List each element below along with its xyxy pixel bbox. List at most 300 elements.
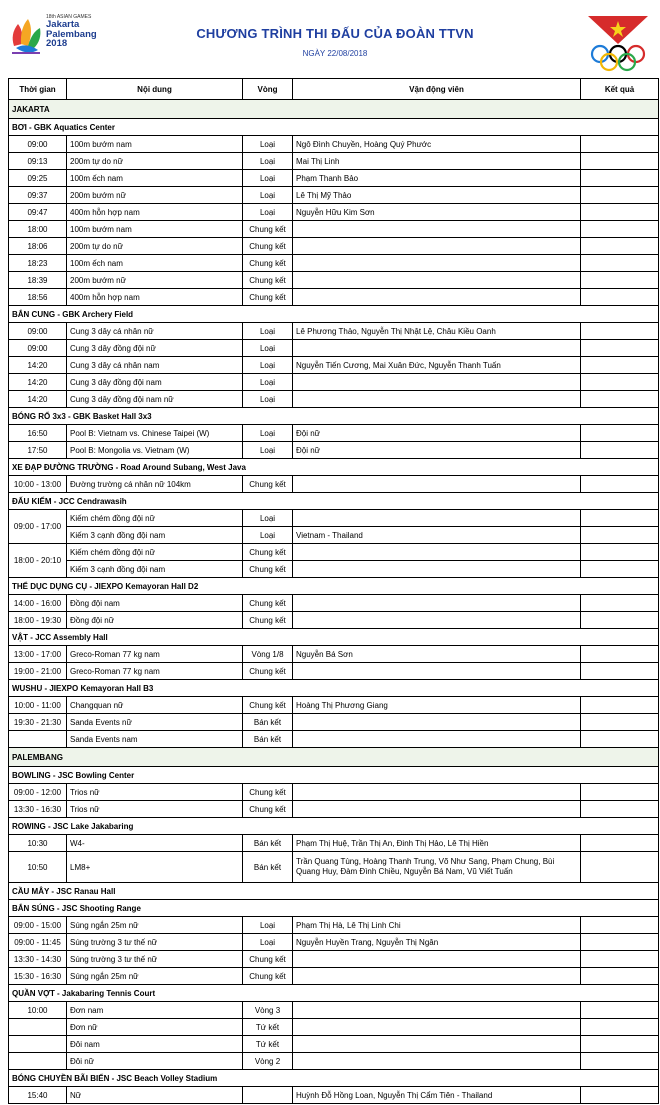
athletes-cell bbox=[293, 238, 581, 255]
athletes-cell: Đội nữ bbox=[293, 442, 581, 459]
result-cell bbox=[581, 731, 659, 748]
venue-title: XE ĐẠP ĐƯỜNG TRƯỜNG - Road Around Subang, West Java bbox=[9, 459, 659, 476]
logo-line-1: Jakarta bbox=[46, 19, 80, 30]
logo-line-2: Palembang bbox=[46, 28, 97, 40]
table-row bbox=[9, 170, 659, 187]
time-cell: 15:40 bbox=[9, 1087, 67, 1104]
round-cell: Chung kết bbox=[243, 221, 293, 238]
time-cell: 15:30 - 16:30 bbox=[9, 968, 67, 985]
round-cell: Loại bbox=[243, 374, 293, 391]
result-cell bbox=[581, 255, 659, 272]
round-cell: Chung kết bbox=[243, 663, 293, 680]
table-row bbox=[9, 1019, 659, 1036]
time-cell: 10:00 bbox=[9, 1002, 67, 1019]
time-cell: 18:39 bbox=[9, 272, 67, 289]
content-cell: Pool B: Mongolia vs. Vietnam (W) bbox=[67, 442, 243, 459]
content-cell: 200m tự do nữ bbox=[67, 238, 243, 255]
time-cell bbox=[9, 1019, 67, 1036]
table-row bbox=[9, 852, 659, 883]
time-cell: 09:13 bbox=[9, 153, 67, 170]
round-cell: Chung kết bbox=[243, 289, 293, 306]
venue-row bbox=[9, 680, 659, 697]
table-row bbox=[9, 968, 659, 985]
venue-title: BƠI - GBK Aquatics Center bbox=[9, 119, 659, 136]
result-cell bbox=[581, 835, 659, 852]
athletes-cell: Lê Phương Thảo, Nguyễn Thị Nhật Lệ, Châu Kiều Oanh bbox=[293, 323, 581, 340]
table-row bbox=[9, 1053, 659, 1070]
content-cell: Đôi nữ bbox=[67, 1053, 243, 1070]
content-cell: W4- bbox=[67, 835, 243, 852]
time-cell bbox=[9, 1053, 67, 1070]
time-cell: 09:00 - 12:00 bbox=[9, 784, 67, 801]
athletes-cell: Lê Thị Mỹ Thảo bbox=[293, 187, 581, 204]
content-cell: 100m bướm nam bbox=[67, 221, 243, 238]
content-cell: 200m tự do nữ bbox=[67, 153, 243, 170]
content-cell: Cung 3 dây đồng đội nam bbox=[67, 374, 243, 391]
content-cell: Kiếm 3 cạnh đồng đội nam bbox=[67, 561, 243, 578]
result-cell bbox=[581, 391, 659, 408]
content-cell: Kiếm 3 cạnh đồng đội nam bbox=[67, 527, 243, 544]
content-cell: Cung 3 dây cá nhân nam bbox=[67, 357, 243, 374]
athletes-cell: Ngô Đình Chuyền, Hoàng Quý Phước bbox=[293, 136, 581, 153]
time-cell: 13:30 - 16:30 bbox=[9, 801, 67, 818]
table-row bbox=[9, 934, 659, 951]
result-cell bbox=[581, 1002, 659, 1019]
time-cell: 09:00 bbox=[9, 323, 67, 340]
result-cell bbox=[581, 323, 659, 340]
city-title: PALEMBANG bbox=[9, 748, 659, 767]
page-header bbox=[0, 0, 660, 74]
athletes-cell: Mai Thị Linh bbox=[293, 153, 581, 170]
content-cell: Súng ngắn 25m nữ bbox=[67, 968, 243, 985]
round-cell: Bán kết bbox=[243, 852, 293, 883]
table-row bbox=[9, 153, 659, 170]
round-cell: Chung kết bbox=[243, 595, 293, 612]
time-cell: 09:37 bbox=[9, 187, 67, 204]
table-row bbox=[9, 951, 659, 968]
column-header-content: Nội dung bbox=[67, 79, 243, 100]
table-row bbox=[9, 561, 659, 578]
venue-title: THỂ DỤC DỤNG CỤ - JIEXPO Kemayoran Hall D2 bbox=[9, 578, 659, 595]
athletes-cell bbox=[293, 289, 581, 306]
time-cell: 18:00 - 19:30 bbox=[9, 612, 67, 629]
venue-row bbox=[9, 459, 659, 476]
round-cell: Loại bbox=[243, 170, 293, 187]
round-cell: Loại bbox=[243, 527, 293, 544]
column-header-result: Kết quả bbox=[581, 79, 659, 100]
content-cell: Changquan nữ bbox=[67, 697, 243, 714]
table-row bbox=[9, 714, 659, 731]
round-cell: Chung kết bbox=[243, 561, 293, 578]
result-cell bbox=[581, 595, 659, 612]
result-cell bbox=[581, 784, 659, 801]
time-cell: 09:00 - 11:45 bbox=[9, 934, 67, 951]
venue-title: BÓNG RỔ 3x3 - GBK Basket Hall 3x3 bbox=[9, 408, 659, 425]
round-cell: Bán kết bbox=[243, 731, 293, 748]
round-cell: Loại bbox=[243, 442, 293, 459]
content-cell: Greco-Roman 77 kg nam bbox=[67, 646, 243, 663]
city-row bbox=[9, 100, 659, 119]
round-cell: Loại bbox=[243, 391, 293, 408]
result-cell bbox=[581, 136, 659, 153]
table-row bbox=[9, 527, 659, 544]
round-cell: Loại bbox=[243, 136, 293, 153]
page-title: CHƯƠNG TRÌNH THI ĐẤU CỦA ĐOÀN TTVN bbox=[196, 26, 474, 41]
time-cell: 18:56 bbox=[9, 289, 67, 306]
result-cell bbox=[581, 697, 659, 714]
result-cell bbox=[581, 187, 659, 204]
athletes-cell bbox=[293, 714, 581, 731]
result-cell bbox=[581, 442, 659, 459]
round-cell: Tứ kết bbox=[243, 1036, 293, 1053]
athletes-cell bbox=[293, 1019, 581, 1036]
venue-title: ĐẤU KIẾM - JCC Cendrawasih bbox=[9, 493, 659, 510]
content-cell: Súng ngắn 25m nữ bbox=[67, 917, 243, 934]
venue-row bbox=[9, 306, 659, 323]
result-cell bbox=[581, 852, 659, 883]
result-cell bbox=[581, 221, 659, 238]
venue-title: BOWLING - JSC Bowling Center bbox=[9, 767, 659, 784]
athletes-cell bbox=[293, 221, 581, 238]
table-row bbox=[9, 835, 659, 852]
round-cell: Chung kết bbox=[243, 476, 293, 493]
round-cell: Chung kết bbox=[243, 612, 293, 629]
table-row bbox=[9, 442, 659, 459]
content-cell: 200m bướm nữ bbox=[67, 272, 243, 289]
athletes-cell bbox=[293, 612, 581, 629]
asian-games-emblem-icon bbox=[8, 16, 44, 58]
column-header-athletes: Vận động viên bbox=[293, 79, 581, 100]
table-row bbox=[9, 221, 659, 238]
content-cell: Sanda Events nữ bbox=[67, 714, 243, 731]
athletes-cell: Đội nữ bbox=[293, 425, 581, 442]
athletes-cell bbox=[293, 340, 581, 357]
table-row bbox=[9, 1002, 659, 1019]
result-cell bbox=[581, 663, 659, 680]
table-row bbox=[9, 731, 659, 748]
time-cell: 09:47 bbox=[9, 204, 67, 221]
table-row bbox=[9, 323, 659, 340]
round-cell: Loại bbox=[243, 187, 293, 204]
table-row bbox=[9, 784, 659, 801]
content-cell: Pool B: Vietnam vs. Chinese Taipei (W) bbox=[67, 425, 243, 442]
column-header-round: Vòng bbox=[243, 79, 293, 100]
table-row bbox=[9, 476, 659, 493]
content-cell: 100m bướm nam bbox=[67, 136, 243, 153]
athletes-cell bbox=[293, 391, 581, 408]
table-row bbox=[9, 374, 659, 391]
athletes-cell bbox=[293, 595, 581, 612]
content-cell: Cung 3 dây đồng đội nữ bbox=[67, 340, 243, 357]
venue-row bbox=[9, 1070, 659, 1087]
round-cell: Vòng 3 bbox=[243, 1002, 293, 1019]
schedule-table bbox=[8, 78, 659, 1104]
athletes-cell bbox=[293, 784, 581, 801]
table-row bbox=[9, 272, 659, 289]
result-cell bbox=[581, 917, 659, 934]
table-row bbox=[9, 595, 659, 612]
round-cell: Loại bbox=[243, 153, 293, 170]
venue-title: CẦU MÂY - JSC Ranau Hall bbox=[9, 883, 659, 900]
result-cell bbox=[581, 714, 659, 731]
round-cell: Loại bbox=[243, 425, 293, 442]
content-cell: Súng trường 3 tư thế nữ bbox=[67, 934, 243, 951]
athletes-cell bbox=[293, 1053, 581, 1070]
time-cell: 09:00 bbox=[9, 136, 67, 153]
table-row bbox=[9, 204, 659, 221]
result-cell bbox=[581, 1036, 659, 1053]
athletes-cell bbox=[293, 544, 581, 561]
venue-row bbox=[9, 119, 659, 136]
round-cell: Loại bbox=[243, 934, 293, 951]
table-row bbox=[9, 357, 659, 374]
table-row bbox=[9, 238, 659, 255]
time-cell: 09:00 bbox=[9, 340, 67, 357]
time-cell: 10:50 bbox=[9, 852, 67, 883]
time-cell: 17:50 bbox=[9, 442, 67, 459]
time-cell: 18:23 bbox=[9, 255, 67, 272]
time-cell: 18:06 bbox=[9, 238, 67, 255]
time-cell: 14:20 bbox=[9, 391, 67, 408]
content-cell: 400m hỗn hợp nam bbox=[67, 289, 243, 306]
content-cell: LM8+ bbox=[67, 852, 243, 883]
content-cell: Cung 3 dây đồng đội nam nữ bbox=[67, 391, 243, 408]
venue-row bbox=[9, 900, 659, 917]
round-cell: Loại bbox=[243, 357, 293, 374]
round-cell: Chung kết bbox=[243, 255, 293, 272]
table-row bbox=[9, 391, 659, 408]
athletes-cell bbox=[293, 510, 581, 527]
athletes-cell: Trần Quang Tùng, Hoàng Thanh Trung, Võ Như Sang, Phạm Chung, Bùi Quang Huy, Đàm Đình Chiều, Nguyễn Bá Nam, Vũ Viết Tuấn bbox=[293, 852, 581, 883]
content-cell: Đôi nam bbox=[67, 1036, 243, 1053]
time-cell: 10:30 bbox=[9, 835, 67, 852]
athletes-cell: Nguyễn Huyền Trang, Nguyễn Thị Ngân bbox=[293, 934, 581, 951]
time-cell: 19:00 - 21:00 bbox=[9, 663, 67, 680]
time-cell: 10:00 - 11:00 bbox=[9, 697, 67, 714]
venue-row bbox=[9, 578, 659, 595]
round-cell: Loại bbox=[243, 323, 293, 340]
time-cell: 19:30 - 21:30 bbox=[9, 714, 67, 731]
round-cell: Chung kết bbox=[243, 544, 293, 561]
time-cell: 10:00 - 13:00 bbox=[9, 476, 67, 493]
content-cell: Đồng đội nam bbox=[67, 595, 243, 612]
time-cell: 18:00 - 20:10 bbox=[9, 544, 67, 578]
time-cell: 13:00 - 17:00 bbox=[9, 646, 67, 663]
venue-title: VẬT - JCC Assembly Hall bbox=[9, 629, 659, 646]
table-row bbox=[9, 801, 659, 818]
content-cell: Đồng đội nữ bbox=[67, 612, 243, 629]
result-cell bbox=[581, 425, 659, 442]
result-cell bbox=[581, 1053, 659, 1070]
result-cell bbox=[581, 272, 659, 289]
venue-row bbox=[9, 408, 659, 425]
table-row bbox=[9, 136, 659, 153]
result-cell bbox=[581, 544, 659, 561]
round-cell: Loại bbox=[243, 510, 293, 527]
venue-title: QUẦN VỢT - Jakabaring Tennis Court bbox=[9, 985, 659, 1002]
result-cell bbox=[581, 1019, 659, 1036]
result-cell bbox=[581, 951, 659, 968]
content-cell: 100m ếch nam bbox=[67, 170, 243, 187]
result-cell bbox=[581, 357, 659, 374]
athletes-cell bbox=[293, 272, 581, 289]
result-cell bbox=[581, 510, 659, 527]
time-cell: 13:30 - 14:30 bbox=[9, 951, 67, 968]
venue-row bbox=[9, 818, 659, 835]
logo-line-0: 18th ASIAN GAMES bbox=[46, 14, 92, 20]
time-cell: 09:25 bbox=[9, 170, 67, 187]
venue-row bbox=[9, 883, 659, 900]
table-row bbox=[9, 544, 659, 561]
result-cell bbox=[581, 968, 659, 985]
venue-title: BẮN SÚNG - JSC Shooting Range bbox=[9, 900, 659, 917]
table-row bbox=[9, 510, 659, 527]
time-cell: 16:50 bbox=[9, 425, 67, 442]
athletes-cell: Nguyễn Tiến Cương, Mai Xuân Đức, Nguyễn Thanh Tuấn bbox=[293, 357, 581, 374]
round-cell: Loại bbox=[243, 340, 293, 357]
round-cell bbox=[243, 1087, 293, 1104]
time-cell: 09:00 - 17:00 bbox=[9, 510, 67, 544]
content-cell: Trios nữ bbox=[67, 784, 243, 801]
round-cell: Tứ kết bbox=[243, 1019, 293, 1036]
time-cell: 14:20 bbox=[9, 374, 67, 391]
athletes-cell bbox=[293, 663, 581, 680]
athletes-cell bbox=[293, 561, 581, 578]
venue-title: WUSHU - JIEXPO Kemayoran Hall B3 bbox=[9, 680, 659, 697]
round-cell: Chung kết bbox=[243, 238, 293, 255]
round-cell: Loại bbox=[243, 204, 293, 221]
table-row bbox=[9, 340, 659, 357]
logo-line-3: 2018 bbox=[46, 38, 68, 49]
venue-row bbox=[9, 629, 659, 646]
city-row bbox=[9, 748, 659, 767]
content-cell: 400m hỗn hợp nam bbox=[67, 204, 243, 221]
athletes-cell bbox=[293, 731, 581, 748]
content-cell: Kiếm chém đồng đội nữ bbox=[67, 544, 243, 561]
olympic-rings-icon bbox=[592, 46, 644, 70]
table-header-row bbox=[9, 79, 659, 100]
vietnam-olympic-logo bbox=[584, 14, 652, 74]
table-row bbox=[9, 1036, 659, 1053]
result-cell bbox=[581, 527, 659, 544]
athletes-cell: Nguyễn Hữu Kim Sơn bbox=[293, 204, 581, 221]
result-cell bbox=[581, 170, 659, 187]
content-cell: Đơn nam bbox=[67, 1002, 243, 1019]
round-cell: Vòng 1/8 bbox=[243, 646, 293, 663]
table-row bbox=[9, 663, 659, 680]
column-header-time: Thời gian bbox=[9, 79, 67, 100]
schedule-body bbox=[9, 100, 659, 1104]
venue-row bbox=[9, 985, 659, 1002]
page-date: NGÀY 22/08/2018 bbox=[302, 49, 368, 58]
round-cell: Vòng 2 bbox=[243, 1053, 293, 1070]
table-row bbox=[9, 612, 659, 629]
round-cell: Bán kết bbox=[243, 835, 293, 852]
round-cell: Chung kết bbox=[243, 801, 293, 818]
round-cell: Chung kết bbox=[243, 784, 293, 801]
result-cell bbox=[581, 374, 659, 391]
result-cell bbox=[581, 934, 659, 951]
athletes-cell bbox=[293, 476, 581, 493]
time-cell: 09:00 - 15:00 bbox=[9, 917, 67, 934]
result-cell bbox=[581, 801, 659, 818]
table-row bbox=[9, 1087, 659, 1104]
content-cell: Kiếm chém đồng đội nữ bbox=[67, 510, 243, 527]
athletes-cell: Phạm Thị Hà, Lê Thị Linh Chi bbox=[293, 917, 581, 934]
content-cell: Trios nữ bbox=[67, 801, 243, 818]
time-cell: 14:00 - 16:00 bbox=[9, 595, 67, 612]
athletes-cell bbox=[293, 1002, 581, 1019]
venue-title: ROWING - JSC Lake Jakabaring bbox=[9, 818, 659, 835]
content-cell: Cung 3 dây cá nhân nữ bbox=[67, 323, 243, 340]
content-cell: Greco-Roman 77 kg nam bbox=[67, 663, 243, 680]
athletes-cell bbox=[293, 255, 581, 272]
content-cell: 100m ếch nam bbox=[67, 255, 243, 272]
athletes-cell bbox=[293, 801, 581, 818]
athletes-cell bbox=[293, 968, 581, 985]
content-cell: Súng trường 3 tư thế nữ bbox=[67, 951, 243, 968]
athletes-cell: Hoàng Thị Phương Giang bbox=[293, 697, 581, 714]
time-cell bbox=[9, 731, 67, 748]
content-cell: Đường trường cá nhân nữ 104km bbox=[67, 476, 243, 493]
athletes-cell: Phạm Thị Huệ, Trần Thị An, Đinh Thị Hảo, Lê Thị Hiền bbox=[293, 835, 581, 852]
result-cell bbox=[581, 340, 659, 357]
result-cell bbox=[581, 612, 659, 629]
result-cell bbox=[581, 646, 659, 663]
athletes-cell: Huỳnh Đỗ Hồng Loan, Nguyễn Thị Cẩm Tiên - Thailand bbox=[293, 1087, 581, 1104]
content-cell: Đơn nữ bbox=[67, 1019, 243, 1036]
table-row bbox=[9, 187, 659, 204]
table-row bbox=[9, 255, 659, 272]
content-cell: 200m bướm nữ bbox=[67, 187, 243, 204]
result-cell bbox=[581, 153, 659, 170]
city-title: JAKARTA bbox=[9, 100, 659, 119]
venue-row bbox=[9, 767, 659, 784]
athletes-cell bbox=[293, 1036, 581, 1053]
result-cell bbox=[581, 238, 659, 255]
round-cell: Chung kết bbox=[243, 272, 293, 289]
time-cell bbox=[9, 1036, 67, 1053]
content-cell: Nữ bbox=[67, 1087, 243, 1104]
time-cell: 18:00 bbox=[9, 221, 67, 238]
result-cell bbox=[581, 204, 659, 221]
athletes-cell bbox=[293, 951, 581, 968]
round-cell: Chung kết bbox=[243, 697, 293, 714]
result-cell bbox=[581, 289, 659, 306]
venue-row bbox=[9, 493, 659, 510]
athletes-cell: Vietnam - Thailand bbox=[293, 527, 581, 544]
result-cell bbox=[581, 1087, 659, 1104]
round-cell: Bán kết bbox=[243, 714, 293, 731]
athletes-cell: Nguyễn Bá Sơn bbox=[293, 646, 581, 663]
round-cell: Chung kết bbox=[243, 968, 293, 985]
round-cell: Chung kết bbox=[243, 951, 293, 968]
content-cell: Sanda Events nam bbox=[67, 731, 243, 748]
result-cell bbox=[581, 476, 659, 493]
table-row bbox=[9, 289, 659, 306]
athletes-cell: Phạm Thanh Bảo bbox=[293, 170, 581, 187]
venue-title: BẮN CUNG - GBK Archery Field bbox=[9, 306, 659, 323]
round-cell: Loại bbox=[243, 917, 293, 934]
result-cell bbox=[581, 561, 659, 578]
table-row bbox=[9, 646, 659, 663]
venue-title: BÓNG CHUYỀN BÃI BIỂN - JSC Beach Volley Stadium bbox=[9, 1070, 659, 1087]
table-row bbox=[9, 917, 659, 934]
table-row bbox=[9, 697, 659, 714]
athletes-cell bbox=[293, 374, 581, 391]
asian-games-logo bbox=[8, 14, 128, 66]
time-cell: 14:20 bbox=[9, 357, 67, 374]
